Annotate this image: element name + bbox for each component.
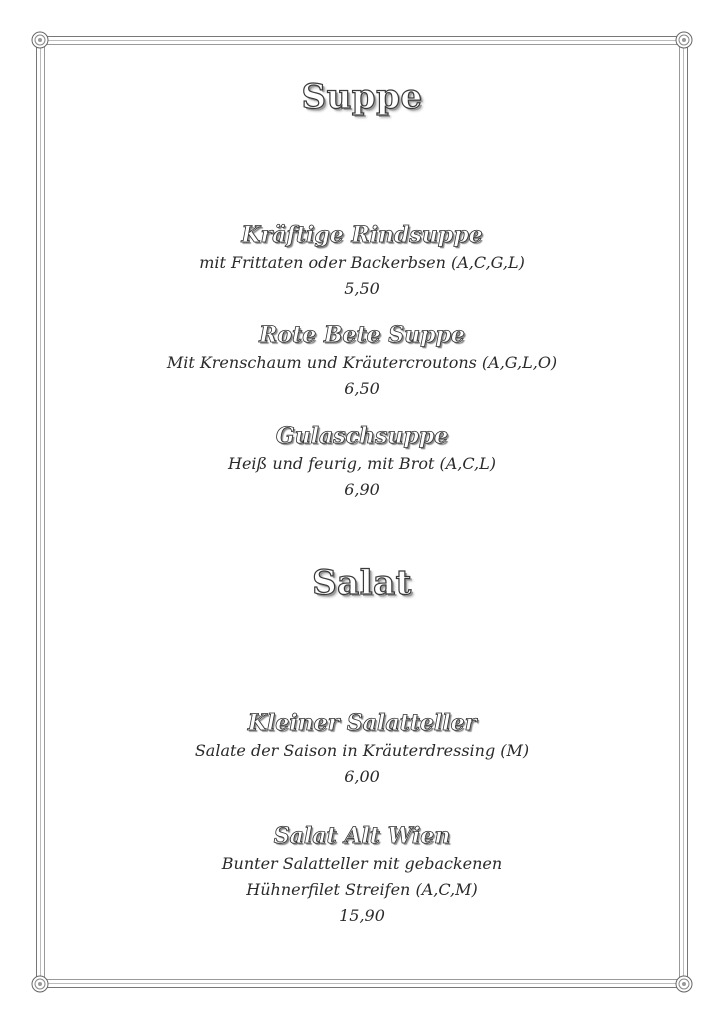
dish-description: Mit Krenschaum und Kräutercroutons (A,G,L,O) (166, 353, 558, 372)
dish-description: Bunter Salatteller mit gebackenen (221, 854, 503, 873)
ornament-corner-icon (30, 974, 50, 994)
menu-item (0, 220, 724, 302)
dish-name: Rote Bete Suppe (259, 322, 465, 348)
dish-price: 15,90 (339, 906, 385, 925)
dish-price: 6,00 (344, 767, 380, 786)
section-title-suppe: Suppe (301, 77, 423, 117)
dish-description: mit Frittaten oder Backerbsen (A,C,G,L) (199, 253, 525, 272)
menu-item (0, 421, 724, 503)
dish-price: 6,90 (344, 480, 380, 499)
dish-description: Heiß und feurig, mit Brot (A,C,L) (228, 454, 496, 473)
menu-item (0, 320, 724, 402)
menu-item (0, 821, 724, 929)
dish-name: Kleiner Salatteller (247, 710, 477, 736)
frame-bottom-line (40, 983, 684, 984)
dish-name: Kräftige Rindsuppe (241, 222, 483, 248)
dish-description: Hühnerfilet Streifen (A,C,M) (246, 880, 478, 899)
dish-price: 6,50 (344, 379, 380, 398)
menu-item (0, 708, 724, 790)
ornament-corner-icon (674, 974, 694, 994)
frame-top-line (40, 40, 684, 41)
ornament-corner-icon (30, 30, 50, 50)
dish-price: 5,50 (344, 279, 380, 298)
dish-description: Salate der Saison in Kräuterdressing (M) (194, 741, 530, 760)
dish-name: Gulaschsuppe (275, 423, 449, 449)
dish-name: Salat Alt Wien (273, 823, 451, 849)
section-title-salat: Salat (312, 563, 412, 603)
ornament-corner-icon (674, 30, 694, 50)
